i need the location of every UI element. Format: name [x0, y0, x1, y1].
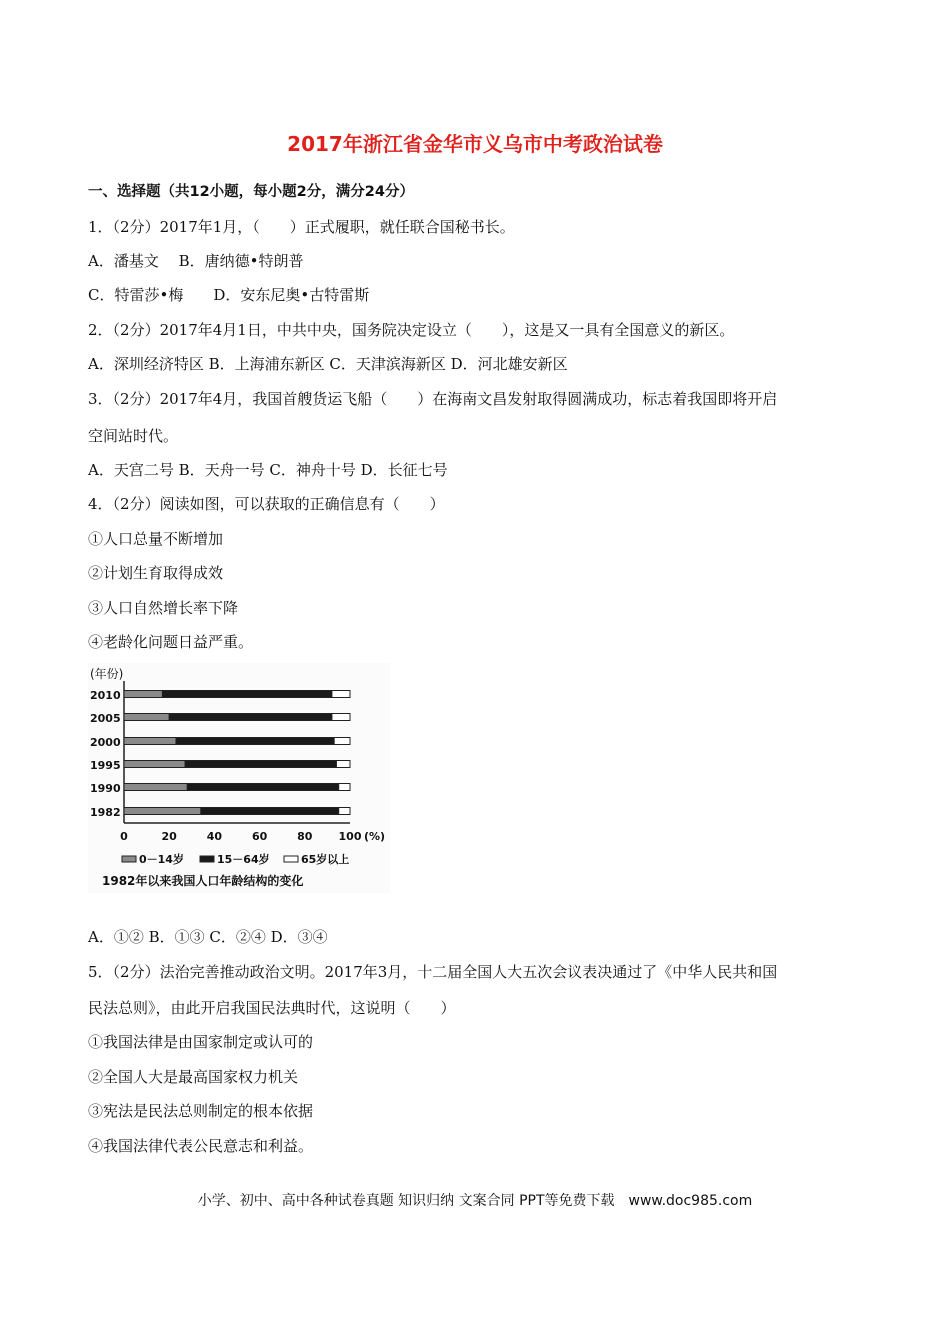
bar-age-0-14 — [124, 784, 187, 791]
question-line: 2．（2分）2017年4月1日，中共中央，国务院决定设立（ ），这是又一具有全国意义的新区。 — [88, 321, 735, 339]
x-tick-label: 20 — [161, 830, 177, 843]
y-tick-label: 1982 — [90, 806, 121, 819]
option-line: A．天宫二号 B．天舟一号 C．神舟十号 D．长征七号 — [88, 461, 448, 479]
bar-age-65-plus — [332, 714, 350, 721]
bar-age-0-14 — [124, 714, 169, 721]
x-tick-label: 0 — [120, 830, 128, 843]
bar-age-65-plus — [339, 784, 350, 791]
y-tick-label: 2010 — [90, 689, 121, 702]
footer-text: 小学、初中、高中各种试卷真题 知识归纳 文案合同 PPT等免费下载 www.doc985.com — [197, 1193, 753, 1209]
statement-line: ③人口自然增长率下降 — [88, 599, 239, 617]
bar-age-15-64 — [201, 808, 339, 815]
legend-swatch — [200, 856, 214, 862]
bar-age-0-14 — [124, 761, 185, 768]
x-axis-label: (%) — [364, 830, 386, 843]
statement-line: ①我国法律是由国家制定或认可的 — [88, 1033, 314, 1051]
statement-line: ④我国法律代表公民意志和利益。 — [88, 1137, 314, 1155]
chart-svg — [88, 663, 390, 893]
y-tick-label: 2000 — [90, 736, 121, 749]
chart-title: 1982年以来我国人口年龄结构的变化 — [102, 874, 304, 888]
question-line-continued: 民法总则》，由此开启我国民法典时代，这说明（ ） — [88, 999, 456, 1017]
bar-age-65-plus — [334, 738, 350, 745]
option-line: A．潘基文 B．唐纳德•特朗普 — [88, 252, 304, 270]
legend-label: 65岁以上 — [301, 853, 350, 866]
question-line: 5．（2分）法治完善推动政治文明。2017年3月，十二届全国人大五次会议表决通过了《中华人民共和国 — [88, 963, 778, 981]
statement-line: ③宪法是民法总则制定的根本依据 — [88, 1102, 314, 1120]
x-tick-label: 100 — [338, 830, 362, 843]
statement-line: ④老龄化问题日益严重。 — [88, 633, 254, 651]
option-line: A．深圳经济特区 B．上海浦东新区 C．天津滨海新区 D．河北雄安新区 — [88, 355, 568, 373]
legend-swatch — [284, 856, 298, 862]
statement-line: ②计划生育取得成效 — [88, 564, 224, 582]
bar-age-65-plus — [339, 808, 350, 815]
population-age-chart — [88, 663, 390, 893]
y-tick-label: 1995 — [90, 759, 121, 772]
question-line: 4．（2分）阅读如图，可以获取的正确信息有（ ） — [88, 495, 445, 513]
legend-label: 15－64岁 — [217, 853, 270, 866]
bar-age-0-14 — [124, 691, 162, 698]
x-tick-label: 80 — [297, 830, 313, 843]
question-line: 3．（2分）2017年4月，我国首艘货运飞船（ ）在海南文昌发射取得圆满成功，标志着我国即将开启 — [88, 390, 778, 408]
bar-age-65-plus — [332, 691, 350, 698]
question-line-continued: 空间站时代。 — [88, 427, 179, 445]
y-tick-label: 2005 — [90, 712, 121, 725]
bar-age-15-64 — [162, 691, 331, 698]
legend-label: 0－14岁 — [139, 853, 184, 866]
bar-age-15-64 — [187, 784, 338, 791]
x-tick-label: 40 — [206, 830, 223, 843]
statement-line: ②全国人大是最高国家权力机关 — [88, 1068, 299, 1086]
bar-age-15-64 — [176, 738, 334, 745]
statement-line: ①人口总量不断增加 — [88, 530, 224, 548]
page-title: 2017年浙江省金华市义乌市中考政治试卷 — [287, 132, 663, 156]
y-tick-label: 1990 — [90, 782, 121, 795]
y-axis-label: (年份) — [90, 667, 124, 681]
bar-age-0-14 — [124, 738, 176, 745]
bar-age-65-plus — [336, 761, 350, 768]
bar-age-15-64 — [185, 761, 336, 768]
bar-age-0-14 — [124, 808, 201, 815]
bar-age-15-64 — [169, 714, 332, 721]
option-line: A．①② B．①③ C．②④ D．③④ — [88, 928, 328, 946]
section-header: 一、选择题（共12小题，每小题2分，满分24分） — [88, 184, 414, 200]
option-line: C．特雷莎•梅 D．安东尼奥•古特雷斯 — [88, 286, 370, 304]
question-line: 1．（2分）2017年1月，（ ）正式履职，就任联合国秘书长。 — [88, 218, 515, 236]
x-tick-label: 60 — [251, 830, 268, 843]
legend-swatch — [122, 856, 136, 862]
